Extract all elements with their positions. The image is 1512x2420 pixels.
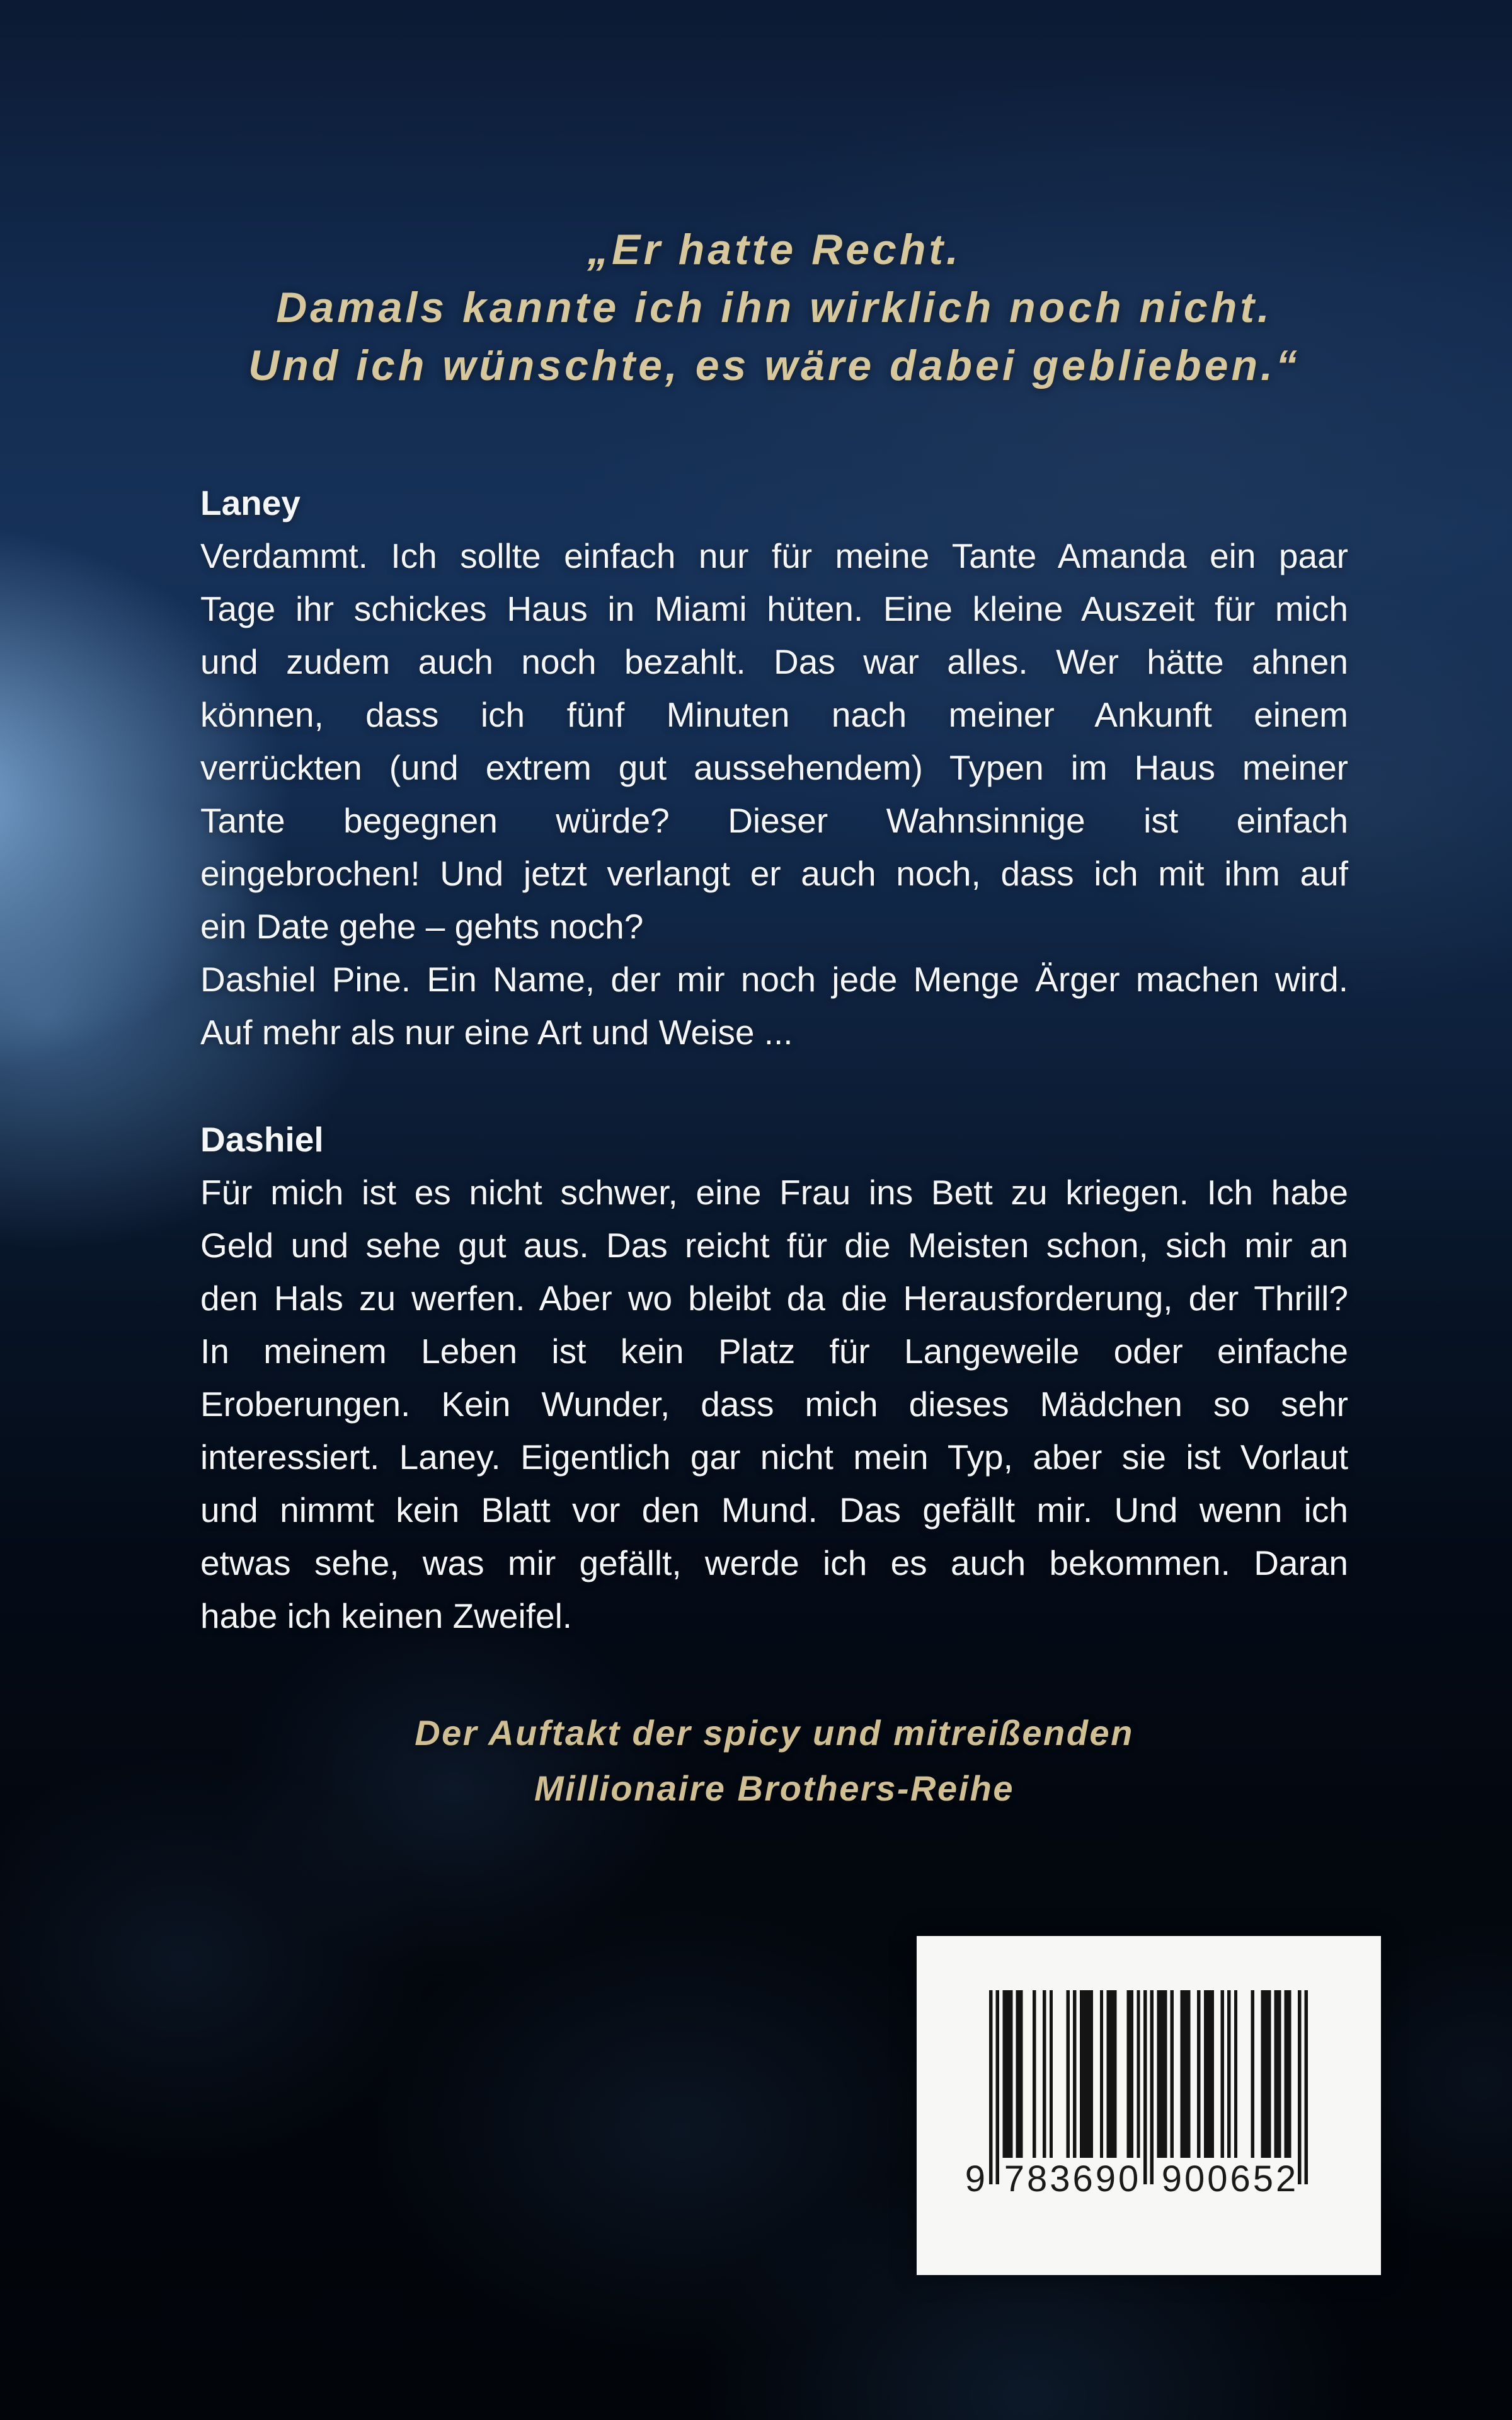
tagline-line: Millionaire Brothers-Reihe (534, 1768, 1015, 1808)
tagline-line: Der Auftakt der spicy und mitreißenden (415, 1713, 1134, 1753)
barcode-digit-group: 9 (965, 2158, 988, 2199)
body-line: etwas sehe, was mir gefällt, werde ich es auch bekommen. Daran (200, 1543, 1348, 1582)
body-line: können, dass ich fünf Minuten nach meiner Ankunft einem (200, 695, 1348, 734)
body-line: Eroberungen. Kein Wunder, dass mich dieses Mädchen so sehr (200, 1385, 1348, 1424)
body-line: Tage ihr schickes Haus in Miami hüten. Eine kleine Auszeit für mich (200, 589, 1348, 628)
body-line: In meinem Leben ist kein Platz für Langeweile oder einfache (200, 1332, 1348, 1371)
section-laney (200, 476, 1348, 1059)
section-heading-laney: Laney (200, 483, 301, 522)
body-line: ein Date gehe – gehts noch? (200, 907, 644, 946)
barcode-digit-group: 783690 (1004, 2158, 1142, 2199)
body-line: und zudem auch noch bezahlt. Das war alles. Wer hätte ahnen (200, 642, 1348, 681)
body-line: und nimmt kein Blatt vor den Mund. Das gefällt mir. Und wenn ich (200, 1490, 1348, 1530)
body-line: eingebrochen! Und jetzt verlangt er auch noch, dass ich mit ihm auf (200, 854, 1348, 893)
body-line: Tante begegnen würde? Dieser Wahnsinnige ist einfach (200, 801, 1348, 840)
barcode-panel (917, 1936, 1381, 2275)
body-line: den Hals zu werfen. Aber wo bleibt da die Herausforderung, der Thrill? (200, 1279, 1348, 1318)
body-line: Auf mehr als nur eine Art und Weise ... (200, 1013, 793, 1052)
body-line: interessiert. Laney. Eigentlich gar nicht mein Typ, aber sie ist Vorlaut (200, 1438, 1348, 1477)
quote-line: „Er hatte Recht. (587, 226, 961, 274)
body-line: habe ich keinen Zweifel. (200, 1596, 573, 1635)
body-line: Verdammt. Ich sollte einfach nur für meine Tante Amanda ein paar (200, 536, 1348, 575)
body-line: Geld und sehe gut aus. Das reicht für die Meisten schon, sich mir an (200, 1226, 1348, 1265)
cover-quote (200, 221, 1348, 395)
body-line: Für mich ist es nicht schwer, eine Frau ins Bett zu kriegen. Ich habe (200, 1173, 1348, 1212)
body-line: Dashiel Pine. Ein Name, der mir noch jede Menge Ärger machen wird. (200, 960, 1348, 999)
barcode-digit-group: 900652 (1161, 2158, 1299, 2199)
section-dashiel (200, 1113, 1348, 1642)
series-tagline (200, 1705, 1348, 1816)
ean13-barcode (989, 1990, 1308, 2184)
quote-line: Damals kannte ich ihn wirklich noch nicht. (276, 284, 1273, 331)
body-line: verrückten (und extrem gut aussehendem) Typen im Haus meiner (200, 748, 1348, 787)
quote-line: Und ich wünschte, es wäre dabei geblieben.“ (248, 342, 1300, 389)
section-heading-dashiel: Dashiel (200, 1120, 324, 1159)
